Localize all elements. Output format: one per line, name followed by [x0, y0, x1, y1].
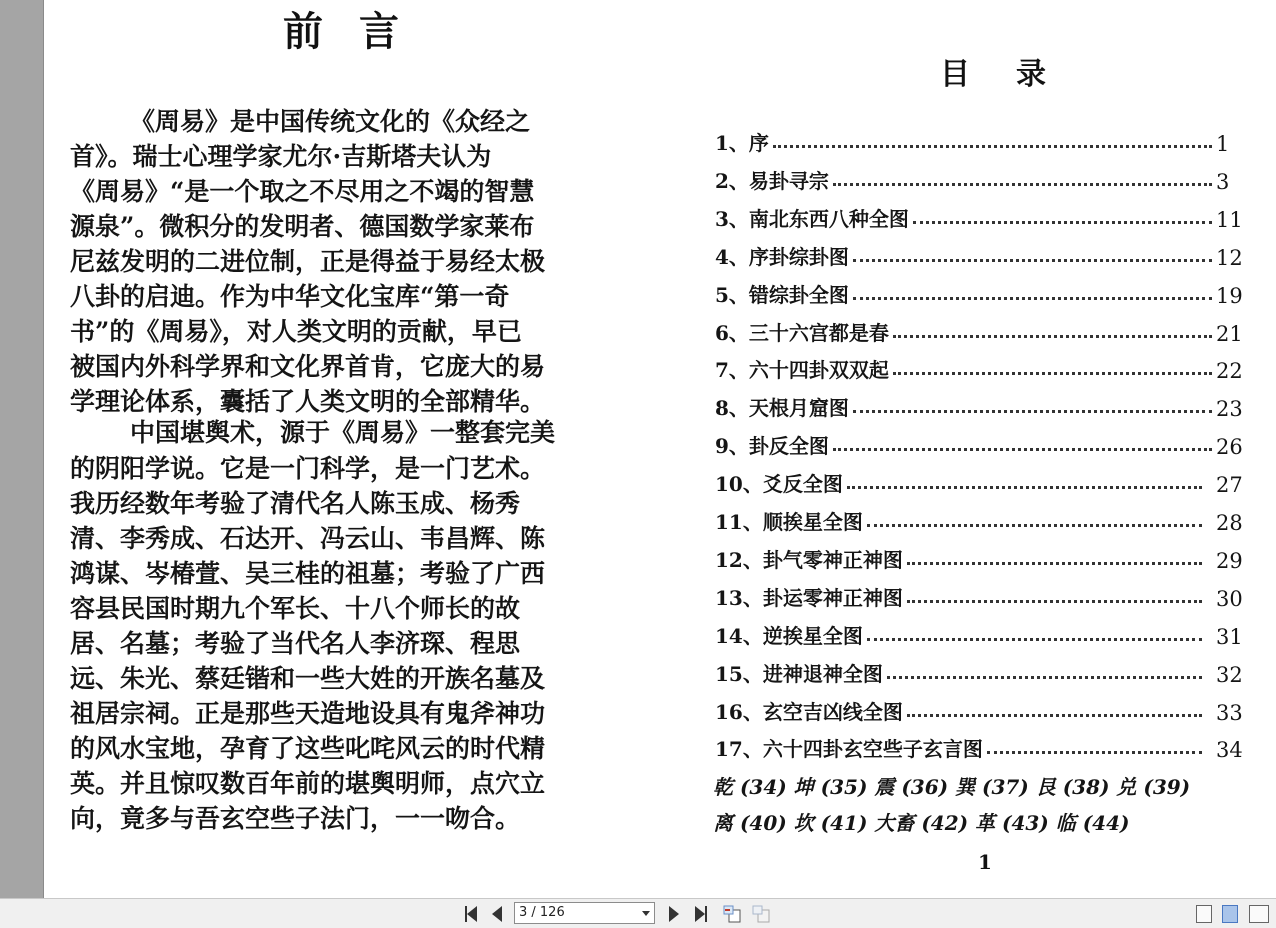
first-page-icon: [465, 906, 477, 922]
toc-entry-page: 31: [1216, 625, 1243, 649]
toc-entry-label: 3、南北东西八种全图: [715, 207, 909, 231]
toc-entry-label: 5、错综卦全图: [715, 283, 849, 307]
toc-entry[interactable]: [715, 425, 1250, 459]
toc-entry-page: 21: [1216, 322, 1243, 346]
toc-leader-dots: [853, 297, 1212, 300]
toc-entry-label: 14、逆挨星全图: [715, 624, 863, 648]
toc-title: 目录: [940, 57, 1092, 92]
preface-line: 中国堪舆术，源于《周易》一整套完美: [130, 418, 556, 447]
toc-entry-label: 9、卦反全图: [715, 434, 829, 458]
toc-entry-page: 33: [1216, 701, 1243, 725]
back-view-icon: [722, 905, 742, 923]
toc-entry[interactable]: [715, 349, 1250, 383]
preface-line: 的风水宝地，孕育了这些叱咤风云的时代精: [70, 734, 546, 763]
continuous-view-icon[interactable]: [1249, 905, 1269, 923]
preface-line: 的阴阳学说。它是一门科学，是一门艺术。: [70, 454, 546, 483]
toc-entry[interactable]: [715, 198, 1250, 232]
preface-line: 《周易》“是一个取之不尽用之不竭的智慧: [70, 177, 535, 206]
toc-entry-page: 3: [1216, 170, 1230, 194]
toc-entry[interactable]: [715, 501, 1250, 535]
toc-entry-label: 16、玄空吉凶线全图: [715, 700, 903, 724]
preface-line: 祖居宗祠。正是那些天造地设具有鬼斧神功: [70, 699, 546, 728]
toc-entry-label: 4、序卦综卦图: [715, 245, 849, 269]
preface-line: 容县民国时期九个军长、十八个师长的故: [70, 594, 521, 623]
preface-line: 被国内外科学界和文化界首肯，它庞大的易: [70, 352, 546, 381]
toc-trail-line-2: 离 (40) 坎 (41) 大畜 (42) 革 (43) 临 (44): [713, 811, 1130, 835]
left-sidebar: [0, 0, 43, 927]
toc-entry-label: 7、六十四卦双双起: [715, 358, 889, 382]
toc-leader-dots: [773, 145, 1212, 148]
toc-entry-page: 30: [1216, 587, 1243, 611]
toc-entry-page: 27: [1216, 473, 1243, 497]
preface-title: 前言: [283, 8, 435, 55]
toc-entry-label: 2、易卦寻宗: [715, 169, 829, 193]
navigation-toolbar: [0, 898, 1276, 928]
preface-line: 源泉”。微积分的发明者、德国数学家莱布: [70, 212, 535, 241]
toc-entry-page: 26: [1216, 435, 1243, 459]
toc-entry-page: 19: [1216, 284, 1243, 308]
toc-entry-label: 12、卦气零神正神图: [715, 548, 903, 572]
toc-entry-label: 13、卦运零神正神图: [715, 586, 903, 610]
preface-line: 学理论体系，囊括了人类文明的全部精华。: [70, 387, 546, 416]
single-page-view-icon[interactable]: [1196, 905, 1212, 923]
toc-entry-label: 15、进神退神全图: [715, 662, 883, 686]
previous-page-icon: [492, 906, 502, 922]
toc-entry-page: 1: [1216, 132, 1230, 156]
toc-trail-line-1: 乾 (34) 坤 (35) 震 (36) 巽 (37) 艮 (38) 兑 (39): [713, 775, 1191, 799]
preface-line: 鸿谋、岑椿萱、吴三桂的祖墓；考验了广西: [70, 559, 546, 588]
next-page-icon: [669, 906, 679, 922]
page-indicator: 3 / 126: [519, 905, 565, 920]
toc-entry-page: 23: [1216, 397, 1243, 421]
previous-page-button[interactable]: [486, 904, 508, 924]
toc-entry-page: 11: [1216, 208, 1243, 232]
last-page-icon: [695, 906, 707, 922]
toc-leader-dots: [887, 676, 1202, 679]
preface-line: 书”的《周易》，对人类文明的贡献，早已: [70, 317, 522, 346]
preface-line: 居、名墓；考验了当代名人李济琛、程思: [70, 629, 521, 658]
toc-entry[interactable]: [715, 387, 1250, 421]
toc-entry-label: 6、三十六宫都是春: [715, 321, 889, 345]
toc-entry[interactable]: [715, 236, 1250, 270]
toc-leader-dots: [893, 335, 1212, 338]
toc-leader-dots: [853, 410, 1212, 413]
toc-entry-label: 10、爻反全图: [715, 472, 843, 496]
toc-entry[interactable]: [715, 615, 1250, 649]
toc-leader-dots: [987, 751, 1202, 754]
preface-line: 向，竟多与吾玄空些子法门，一一吻合。: [70, 804, 521, 833]
preface-line: 首》。瑞士心理学家尤尔·吉斯塔夫认为: [70, 142, 492, 171]
toc-leader-dots: [833, 448, 1212, 451]
toc-entry[interactable]: [715, 539, 1250, 573]
toc-entry[interactable]: [715, 653, 1250, 687]
toc-leader-dots: [867, 638, 1202, 641]
preface-line: 我历经数年考验了清代名人陈玉成、杨秀: [70, 489, 521, 518]
toc-entry-page: 22: [1216, 359, 1243, 383]
toc-entry[interactable]: [715, 691, 1250, 725]
preface-line: 清、李秀成、石达开、冯云山、韦昌辉、陈: [70, 524, 546, 553]
toc-leader-dots: [907, 714, 1202, 717]
toc-entry[interactable]: [715, 577, 1250, 611]
toc-entry-page: 28: [1216, 511, 1243, 535]
toc-entry[interactable]: [715, 160, 1250, 194]
forward-view-button[interactable]: [750, 904, 772, 924]
toc-leader-dots: [853, 259, 1212, 262]
toc-entry-label: 17、六十四卦玄空些子玄言图: [715, 737, 983, 761]
preface-line: 英。并且惊叹数百年前的堪舆明师，点穴立: [70, 769, 546, 798]
toc-entry-label: 8、天根月窟图: [715, 396, 849, 420]
preface-line: 远、朱光、蔡廷锴和一些大姓的开族名墓及: [70, 664, 546, 693]
toc-entry-label: 1、序: [715, 131, 769, 155]
toc-leader-dots: [907, 562, 1202, 565]
toc-entry-page: 12: [1216, 246, 1243, 270]
toc-leader-dots: [893, 372, 1212, 375]
forward-view-icon: [751, 905, 771, 923]
toc-leader-dots: [907, 600, 1202, 603]
toc-entry-page: 34: [1216, 738, 1243, 762]
toc-entry-page: 29: [1216, 549, 1243, 573]
first-page-button[interactable]: [460, 904, 482, 924]
toc-entry[interactable]: [715, 274, 1250, 308]
toc-leader-dots: [847, 486, 1202, 489]
toc-entry[interactable]: [715, 463, 1250, 497]
toc-entry[interactable]: [715, 312, 1250, 346]
page-number-input[interactable]: [514, 902, 655, 924]
toc-leader-dots: [833, 183, 1212, 186]
preface-line: 尼兹发明的二进位制，正是得益于易经太极: [70, 247, 546, 276]
toc-leader-dots: [867, 524, 1202, 527]
toc-entry-page: 32: [1216, 663, 1243, 687]
two-page-view-icon[interactable]: [1222, 905, 1238, 923]
preface-line: 《周易》是中国传统文化的《众经之: [130, 107, 531, 136]
dropdown-arrow-icon[interactable]: [642, 911, 650, 916]
toc-entry[interactable]: [715, 728, 1250, 762]
preface-line: 八卦的启迪。作为中华文化宝库“第一奇: [70, 282, 510, 311]
page-number: 1: [978, 850, 992, 874]
toc-entry-label: 11、顺挨星全图: [715, 510, 863, 534]
next-page-button[interactable]: [663, 904, 685, 924]
toc-leader-dots: [913, 221, 1212, 224]
last-page-button[interactable]: [690, 904, 712, 924]
back-view-button[interactable]: [721, 904, 743, 924]
toc-entry[interactable]: [715, 122, 1250, 156]
